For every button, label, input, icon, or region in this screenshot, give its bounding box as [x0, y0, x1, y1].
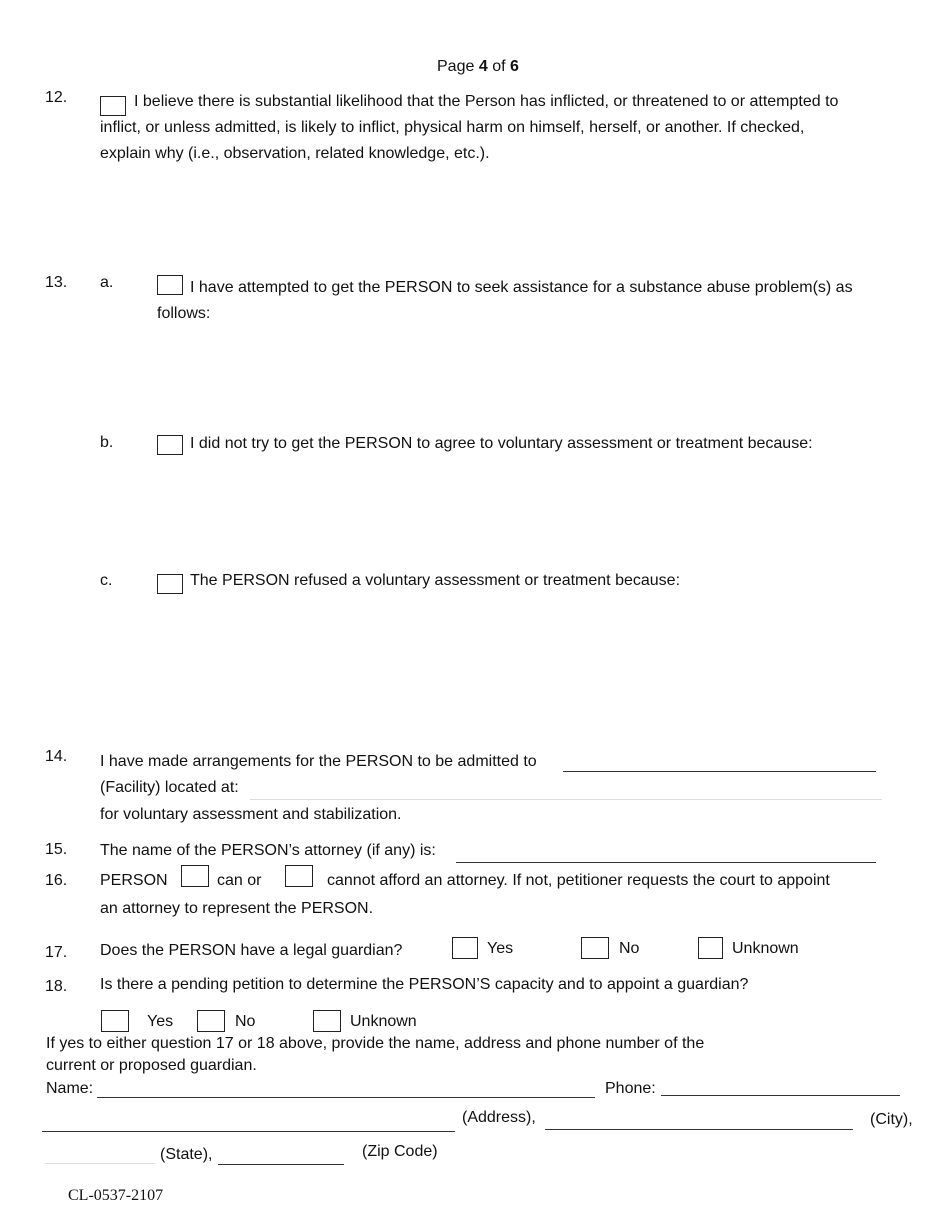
- q13c-label: c.: [100, 572, 113, 589]
- q16-number: 16.: [45, 872, 68, 889]
- q14-text-line1: I have made arrangements for the PERSON to be admitted to: [100, 753, 537, 770]
- attorney-name-field[interactable]: [456, 862, 876, 863]
- q14-text-line2: (Facility) located at:: [100, 779, 239, 796]
- q17-no-checkbox[interactable]: [581, 937, 609, 959]
- q13a-text-line1: I have attempted to get the PERSON to seek assistance for a substance abuse problem(s) as: [190, 279, 853, 296]
- q16-text-rest: cannot afford an attorney. If not, petitioner requests the court to appoint: [327, 872, 830, 889]
- guardian-phone-label: Phone:: [605, 1080, 656, 1097]
- q15-number: 15.: [45, 841, 68, 858]
- guardian-instructions-line1: If yes to either question 17 or 18 above, provide the name, address and phone number of the: [46, 1035, 705, 1052]
- q13c-checkbox[interactable]: [157, 574, 183, 594]
- q17-no-label: No: [619, 940, 640, 957]
- q18-unknown-label: Unknown: [350, 1013, 417, 1030]
- page-current: 4: [478, 58, 488, 75]
- q12-text-line1: I believe there is substantial likelihood that the Person has inflicted, or threatened to or attempted to: [134, 93, 839, 110]
- q13b-checkbox[interactable]: [157, 435, 183, 455]
- guardian-zip-field[interactable]: [218, 1164, 344, 1165]
- q16-can-checkbox[interactable]: [181, 865, 209, 887]
- q18-no-label: No: [235, 1013, 256, 1030]
- q17-unknown-label: Unknown: [732, 940, 799, 957]
- guardian-address-label: (Address),: [462, 1109, 536, 1126]
- q17-yes-checkbox[interactable]: [452, 937, 478, 959]
- q17-yes-label: Yes: [487, 940, 514, 957]
- guardian-state-field[interactable]: [45, 1163, 155, 1164]
- q17-text: Does the PERSON have a legal guardian?: [100, 942, 403, 959]
- page-prefix: Page: [437, 58, 475, 75]
- guardian-address-field[interactable]: [42, 1131, 455, 1132]
- q14-text-line3: for voluntary assessment and stabilization.: [100, 806, 402, 823]
- q17-unknown-checkbox[interactable]: [698, 937, 723, 959]
- facility-name-field[interactable]: [563, 771, 876, 772]
- q15-text: The name of the PERSON’s attorney (if any) is:: [100, 842, 436, 859]
- q13b-label: b.: [100, 434, 114, 451]
- q14-number: 14.: [45, 748, 68, 765]
- q18-yes-label: Yes: [147, 1013, 174, 1030]
- q16-can-or: can or: [217, 872, 262, 889]
- guardian-city-field[interactable]: [545, 1129, 853, 1130]
- q13a-text-line2: follows:: [157, 305, 211, 322]
- q13b-text: I did not try to get the PERSON to agree to voluntary assessment or treatment because:: [190, 435, 813, 452]
- q18-text: Is there a pending petition to determine the PERSON’S capacity and to appoint a guardian?: [100, 976, 749, 993]
- q18-no-checkbox[interactable]: [197, 1010, 225, 1032]
- page-number: [437, 57, 519, 77]
- guardian-state-label: (State),: [160, 1146, 213, 1163]
- guardian-phone-field[interactable]: [661, 1095, 900, 1096]
- q18-unknown-checkbox[interactable]: [313, 1010, 341, 1032]
- guardian-city-label: (City),: [870, 1111, 913, 1128]
- q16-cannot-checkbox[interactable]: [285, 865, 313, 887]
- facility-address-field[interactable]: [250, 799, 882, 800]
- q18-yes-checkbox[interactable]: [101, 1010, 129, 1032]
- q12-checkbox[interactable]: [100, 96, 126, 116]
- q16-text-line2: an attorney to represent the PERSON.: [100, 900, 374, 917]
- guardian-zip-label: (Zip Code): [362, 1143, 438, 1160]
- q18-number: 18.: [45, 978, 68, 995]
- page-of: of: [492, 58, 506, 75]
- q12-text-line3: explain why (i.e., observation, related knowledge, etc.).: [100, 145, 490, 162]
- q13a-checkbox[interactable]: [157, 275, 183, 295]
- page-total: 6: [509, 58, 519, 75]
- q12-text-line2: inflict, or unless admitted, is likely to inflict, physical harm on himself, herself, or another. If checked,: [100, 119, 805, 136]
- q13a-label: a.: [100, 274, 114, 291]
- form-id: CL-0537-2107: [68, 1187, 164, 1204]
- guardian-name-label: Name:: [46, 1080, 94, 1097]
- guardian-name-field[interactable]: [97, 1097, 595, 1098]
- q13c-text: The PERSON refused a voluntary assessment or treatment because:: [190, 572, 681, 589]
- q12-number: 12.: [45, 89, 68, 106]
- q13-number: 13.: [45, 274, 68, 291]
- q17-number: 17.: [45, 944, 68, 961]
- guardian-instructions-line2: current or proposed guardian.: [46, 1057, 257, 1074]
- q16-person: PERSON: [100, 872, 168, 889]
